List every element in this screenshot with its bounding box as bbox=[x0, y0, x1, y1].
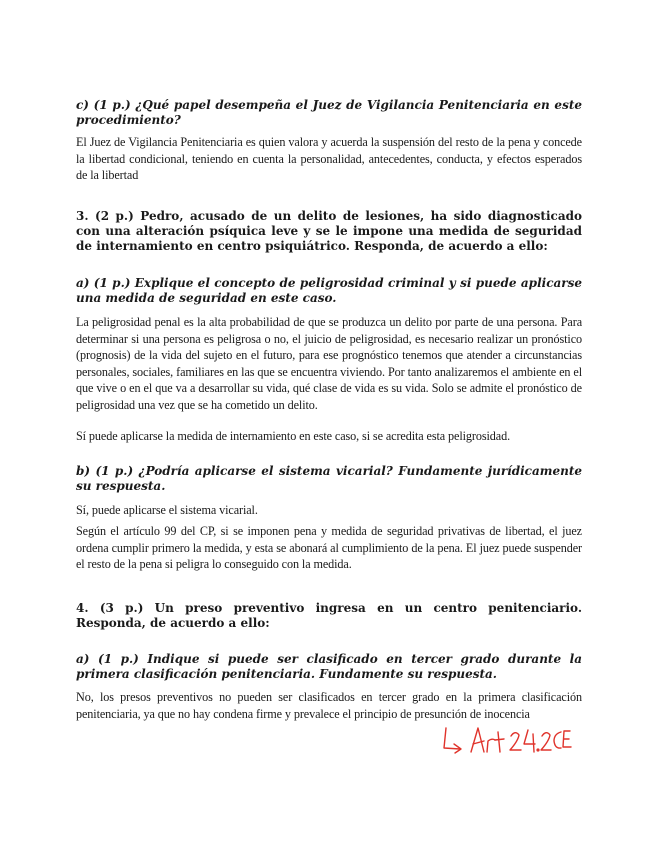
answer-3a-paragraph-2: Sí puede aplicarse la medida de internamiento en este caso, si se acredita esta peligrosidad. bbox=[76, 429, 511, 443]
handwritten-annotation-drawing bbox=[440, 722, 575, 758]
question-3-heading bbox=[76, 209, 582, 254]
question-3b-text: b) (1 p.) ¿Podría aplicarse el sistema vicarial? Fundamente jurídicamente su respuesta. bbox=[76, 464, 582, 493]
question-3a bbox=[76, 276, 582, 306]
answer-c-text: El Juez de Vigilancia Penitenciaria es quien valora y acuerda la suspensión del resto de la pena y concede la libertad condicional, teniendo en cuenta la personalidad, antecedentes, conducta, y efectos esperados de la libertad bbox=[76, 135, 582, 182]
answer-3a-paragraph-1: La peligrosidad penal es la alta probabilidad de que se produzca un delito por parte de una persona. Para determinar si una persona es peligrosa o no, el juicio de peligrosidad, es necesario realizar un pronóstico (prognosis) de la vida del sujeto en el futuro, para ese prognóstico tenemos que atender a circunstancias personales, sociales, familiares en las que se encuentra viviendo. Por tanto analizaremos el ambiente en el que vive o en el que va a desarrollar su vida, qué clase de vida es su vida. Solo se admite el pronóstico de peligrosidad una vez que se ha cometido un delito. bbox=[76, 315, 582, 412]
answer-3a-conclusion bbox=[76, 428, 582, 445]
question-3a-text: a) (1 p.) Explique el concepto de peligrosidad criminal y si puede aplicarse una medida de seguridad en este caso. bbox=[76, 276, 582, 305]
answer-4a bbox=[76, 689, 582, 722]
answer-3b-short bbox=[76, 502, 582, 519]
question-c-text: c) (1 p.) ¿Qué papel desempeña el Juez de Vigilancia Penitenciaria en este procedimiento? bbox=[76, 98, 582, 127]
handwritten-annotation bbox=[440, 722, 575, 758]
answer-3a bbox=[76, 314, 582, 413]
answer-3b-paragraph-1: Sí, puede aplicarse el sistema vicarial. bbox=[76, 503, 258, 517]
answer-c bbox=[76, 134, 582, 184]
question-3b bbox=[76, 464, 582, 494]
answer-3b-paragraph-2: Según el artículo 99 del CP, si se imponen pena y medida de seguridad privativas de libertad, el juez ordena cumplir primero la medida, y esta se abonará al cumplimiento de la pena. El juez puede suspender el resto de la pena si peligra lo conseguido con la medida. bbox=[76, 524, 582, 571]
question-4-text: 4. (3 p.) Un preso preventivo ingresa en un centro penitenciario. Responda, de acuerdo a ello: bbox=[76, 601, 582, 630]
question-4a-text: a) (1 p.) Indique si puede ser clasificado en tercer grado durante la primera clasificación penitenciaria. Fundamente su respuesta. bbox=[76, 652, 582, 681]
answer-4a-text: No, los presos preventivos no pueden ser clasificados en tercer grado en la primera clasificación penitenciaria, ya que no hay condena firme y prevalece el principio de presunción de inocencia bbox=[76, 690, 582, 721]
question-4-heading bbox=[76, 601, 582, 631]
question-4a bbox=[76, 652, 582, 682]
question-3-text: 3. (2 p.) Pedro, acusado de un delito de lesiones, ha sido diagnosticado con una alteración psíquica leve y se le impone una medida de seguridad de internamiento en centro psiquiátrico. Responda, de acuerdo a ello: bbox=[76, 209, 582, 253]
question-c bbox=[76, 98, 582, 128]
answer-3b bbox=[76, 523, 582, 573]
